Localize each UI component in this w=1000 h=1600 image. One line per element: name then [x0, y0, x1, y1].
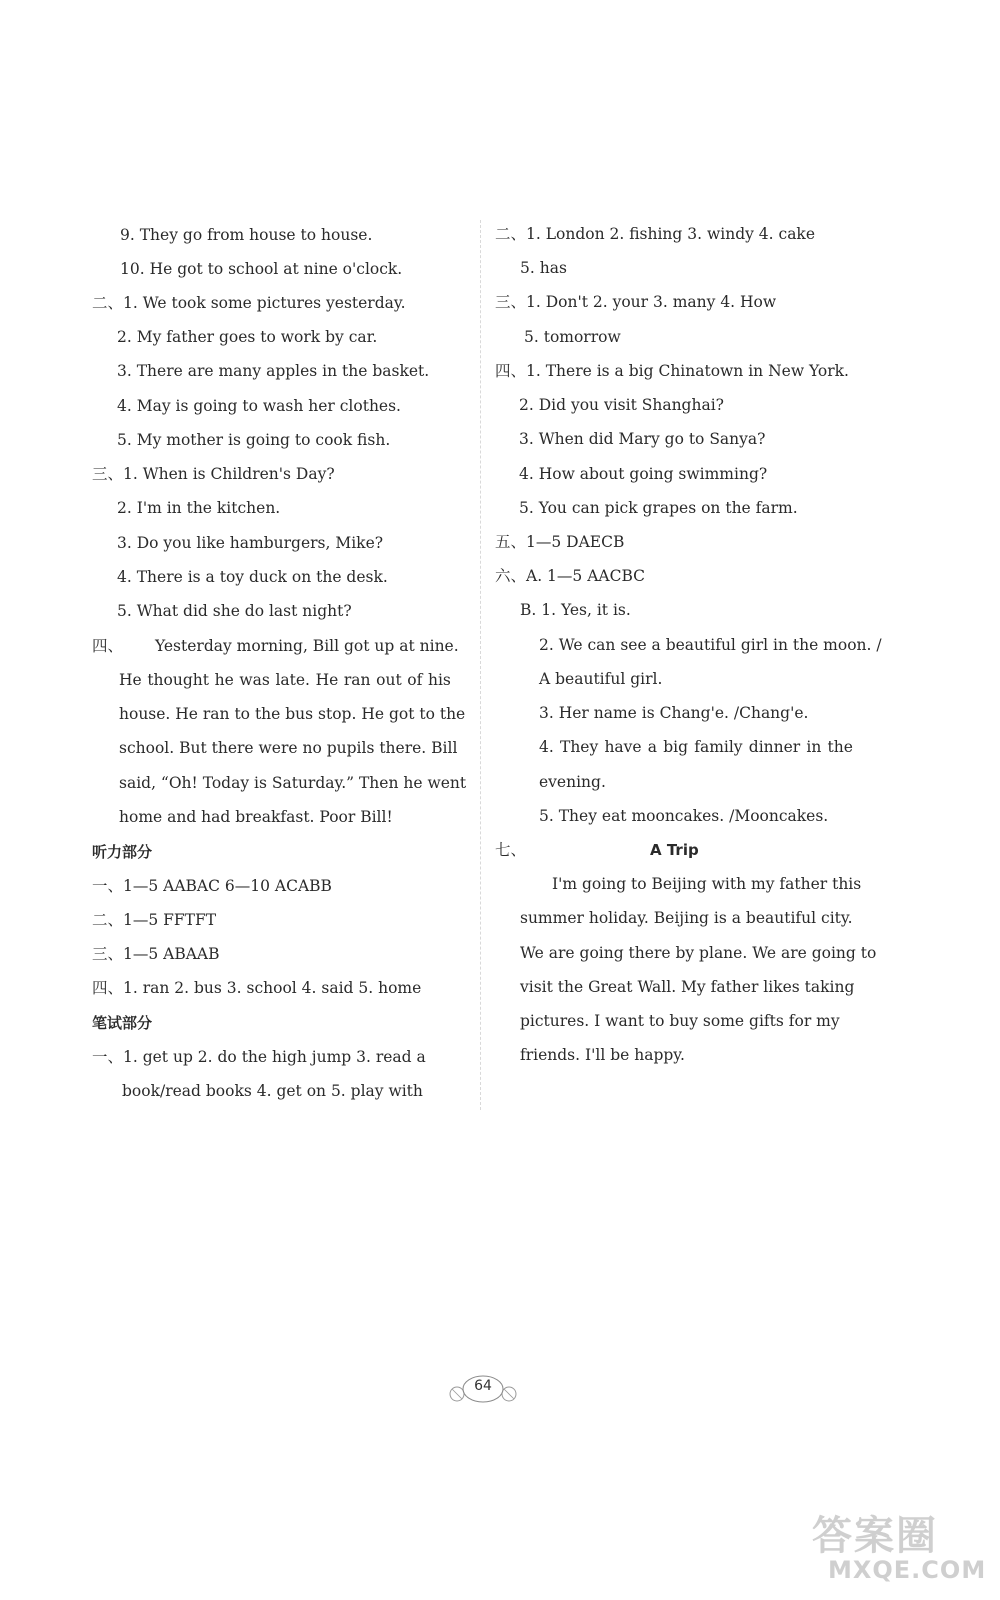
heading-written: 笔试部分: [92, 1014, 153, 1032]
answer-line: 四、1. ran 2. bus 3. school 4. said 5. home: [92, 979, 422, 997]
watermark-url: MXQE.COM: [828, 1556, 987, 1584]
answer-line: 三、1—5 ABAAB: [92, 945, 220, 963]
answer-line: 4. There is a toy duck on the desk.: [117, 568, 388, 586]
section-2-line: 二、1. We took some pictures yesterday.: [92, 294, 406, 312]
heading-listening: 听力部分: [92, 843, 153, 861]
essay-line: pictures. I want to buy some gifts for my: [520, 1012, 840, 1030]
essay-line: We are going there by plane. We are going to: [520, 944, 877, 962]
answer-line: 二、1—5 FFTFT: [92, 911, 217, 929]
answer-line: 5. My mother is going to cook fish.: [117, 431, 391, 449]
answer-line: 5. What did she do last night?: [117, 602, 352, 620]
section-4-label: 四、: [92, 637, 124, 655]
answer-line: 5. They eat mooncakes. /Mooncakes.: [539, 807, 829, 825]
passage-line: home and had breakfast. Poor Bill!: [119, 808, 393, 826]
answer-line: evening.: [539, 773, 606, 791]
essay-title: A Trip: [650, 841, 699, 859]
section-3-line: 三、1. When is Children's Day?: [92, 465, 335, 483]
essay-line: visit the Great Wall. My father likes taking: [520, 978, 855, 996]
essay-line: summer holiday. Beijing is a beautiful city.: [520, 909, 853, 927]
answer-line: A beautiful girl.: [539, 670, 663, 688]
watermark-logo-text: 答案圈: [812, 1513, 938, 1559]
page-number: 64: [474, 1378, 492, 1394]
section-6-line: 六、A. 1—5 AACBC: [495, 567, 645, 585]
watermark: [800, 1500, 1000, 1600]
passage-line: house. He ran to the bus stop. He got to the: [119, 705, 466, 723]
answer-line: 9. They go from house to house.: [120, 226, 373, 244]
answer-line: 3. Do you like hamburgers, Mike?: [117, 534, 384, 552]
answer-line: 2. Did you visit Shanghai?: [519, 396, 724, 414]
answer-line: book/read books 4. get on 5. play with: [122, 1082, 423, 1100]
answer-line: 2. My father goes to work by car.: [117, 328, 378, 346]
passage-line: He thought he was late. He ran out of his: [119, 671, 451, 689]
answer-line: 3. There are many apples in the basket.: [117, 362, 430, 380]
column-divider: [480, 220, 481, 1110]
answer-line: 2. I'm in the kitchen.: [117, 499, 281, 517]
answer-line: 3. When did Mary go to Sanya?: [519, 430, 766, 448]
answer-line: B. 1. Yes, it is.: [520, 601, 631, 619]
section-4-line: 四、1. There is a big Chinatown in New York.: [495, 362, 849, 380]
essay-line: I'm going to Beijing with my father this: [552, 875, 862, 893]
passage-line: said, “Oh! Today is Saturday.” Then he went: [119, 774, 467, 792]
answer-line: 5. tomorrow: [524, 328, 621, 346]
answer-line: 3. Her name is Chang'e. /Chang'e.: [539, 704, 809, 722]
passage-line: Yesterday morning, Bill got up at nine.: [155, 637, 459, 655]
section-3-line: 三、1. Don't 2. your 3. many 4. How: [495, 293, 777, 311]
answer-line: 一、1—5 AABAC 6—10 ACABB: [92, 877, 332, 895]
answer-line: 2. We can see a beautiful girl in the moon. /: [539, 636, 882, 654]
section-7-label: 七、: [495, 841, 527, 859]
section-2-line: 二、1. London 2. fishing 3. windy 4. cake: [495, 225, 815, 243]
answer-line: 5. has: [520, 259, 567, 277]
answer-line: 4. How about going swimming?: [519, 465, 768, 483]
answer-line: 10. He got to school at nine o'clock.: [120, 260, 403, 278]
answer-line: 5. You can pick grapes on the farm.: [519, 499, 798, 517]
answer-line: 一、1. get up 2. do the high jump 3. read a: [92, 1048, 426, 1066]
answer-line: 4. May is going to wash her clothes.: [117, 397, 401, 415]
page-number-badge: [448, 1372, 518, 1406]
section-5-line: 五、1—5 DAECB: [495, 533, 625, 551]
essay-line: friends. I'll be happy.: [520, 1046, 685, 1064]
passage-line: school. But there were no pupils there. Bill: [119, 739, 458, 757]
answer-line: 4. They have a big family dinner in the: [539, 738, 853, 756]
